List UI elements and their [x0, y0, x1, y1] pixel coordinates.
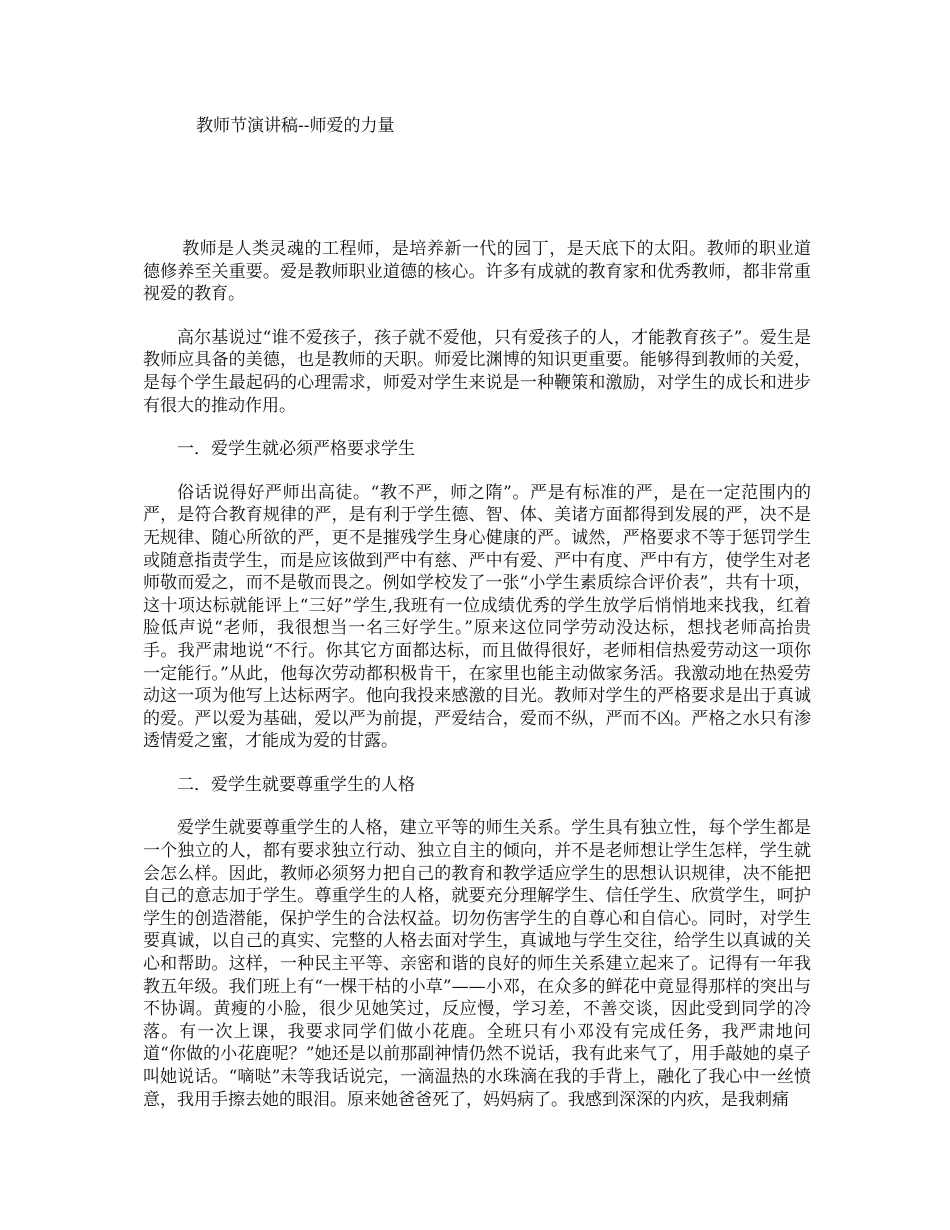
paragraph-gap: [143, 753, 811, 774]
section-1-paragraph: 俗话说得好严师出高徒。“教不严，师之隋”。严是有标准的严，是在一定范围内的严，是符合教育规律的严，是有利于学生德、智、体、美诸方面都得到发展的严，决不是无规律、随心所欲的严，更不是摧残学生身心健康的严。诚然，严格要求不等于惩罚学生或随意指责学生，而是应该做到严中有慈、严中有爱、严中有度、严中有方，使学生对老师敬而爱之，而不是敬而畏之。例如学校发了一张“小学生素质综合评价表”，共有十项，这十项达标就能评上“三好”学生,我班有一位成绩优秀的学生放学后悄悄地来找我，红着脸低声说“老师，我很想当一名三好学生。”原来这位同学劳动没达标，想找老师高抬贵手。我严肃地说“不行。你其它方面都达标，而且做得很好，老师相信热爱劳动这一项你一定能行。”从此，他每次劳动都积极肯干，在家里也能主动做家务活。我激动地在热爱劳动这一项为他写上达标两字。他向我投来感激的目光。教师对学生的严格要求是出于真诚的爱。严以爱为基础，爱以严为前提，严爱结合，爱而不纵，严而不凶。严格之水只有渗透情爱之蜜，才能成为爱的甘露。: [143, 482, 811, 752]
paragraph-gap: [143, 796, 811, 817]
intro-paragraph-1: 教师是人类灵魂的工程师，是培养新一代的园丁，是天底下的太阳。教师的职业道德修养至关重要。爱是教师职业道德的核心。许多有成就的教育家和优秀教师，都非常重视爱的教育。: [143, 239, 811, 305]
document-body: [143, 238, 811, 1111]
paragraph-gap: [143, 461, 811, 482]
section-2-paragraph: 爱学生就要尊重学生的人格，建立平等的师生关系。学生具有独立性，每个学生都是一个独立的人，都有要求独立行动、独立自主的倾向，并不是老师想让学生怎样，学生就会怎么样。因此，教师必须努力把自己的教育和教学适应学生的思想认识规律，决不能把自己的意志加于学生。尊重学生的人格，就要充分理解学生、信任学生、欣赏学生，呵护学生的创造潜能，保护学生的合法权益。切勿伤害学生的自尊心和自信心。同时，对学生要真诚，以自己的真实、完整的人格去面对学生，真诚地与学生交往，给学生以真诚的关心和帮助。这样，一种民主平等、亲密和谐的良好的师生关系建立起来了。记得有一年我教五年级。我们班上有“一棵干枯的小草”——小邓，在众多的鲜花中竟显得那样的突出与不协调。黄瘦的小脸，很少见她笑过，反应慢，学习差，不善交谈，因此受到同学的冷落。有一次上课，我要求同学们做小花鹿。全班只有小邓没有完成任务，我严肃地问道“你做的小花鹿呢？”她还是以前那副神情仍然不说话，我有此来气了，用手敲她的桌子叫她说话。“嘀哒”未等我话说完，一滴温热的水珠滴在我的手背上，融化了我心中一丝愤意，我用手擦去她的眼泪。原来她爸爸死了，妈妈病了。我感到深深的内疚，是我刺痛: [143, 818, 811, 1110]
document-title: 教师节演讲稿--师爱的力量: [196, 116, 395, 136]
paragraph-gap: [143, 306, 811, 327]
section-2-heading: 二．爱学生就要尊重学生的人格: [177, 774, 415, 795]
intro-paragraph-2: 高尔基说过“谁不爱孩子，孩子就不爱他，只有爱孩子的人，才能教育孩子”。爱生是教师应具备的美德，也是教师的天职。师爱比渊博的知识更重要。能够得到教师的关爱，是每个学生最起码的心理需求，师爱对学生来说是一种鞭策和激励，对学生的成长和进步有很大的推动作用。: [143, 327, 811, 416]
section-1-heading: 一．爱学生就必须严格要求学生: [177, 439, 415, 460]
paragraph-gap: [143, 417, 811, 438]
